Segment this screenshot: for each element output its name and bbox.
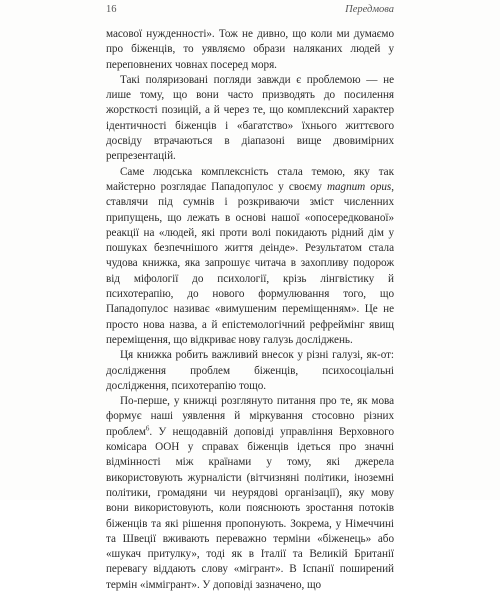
page-number: 16 [106, 4, 117, 15]
italic-phrase: magnum opus [326, 180, 392, 193]
paragraph-4: Ця книжка робить важливий внесок у різні галузі, як-от: дослідження проблем біженців, психосоціальні дослідження, психотерапію тощо. [106, 349, 394, 392]
paragraph-3-start: Саме людська комплексність стала темою, яку так майстерно розглядає Пападопулос у своєму [106, 165, 394, 193]
footnote-ref: 6 [145, 423, 150, 432]
paragraph-1: масової нужденності». Тож не дивно, що коли ми думаємо про біженців, то уявляємо образи наляканих людей у переповнених човнах посеред моря. [106, 28, 394, 71]
section-title: Передмова [345, 4, 394, 15]
paragraph-5 [106, 394, 394, 593]
paragraph-2: Такі поляризовані погляди завжди є проблемою — не лише тому, що вони часто призводять до посилення жорсткості позицій, а й через те, що комплексний характер ідентичності біженців і «багатство» їхнього життєвого досвіду втрачаються в діапазоні вище двовимірних репрезентацій. [106, 73, 394, 163]
paragraph-3 [106, 165, 394, 349]
body-text [106, 27, 394, 593]
paragraph-3-rest: , ставлячи під сумнів і розкриваючи зміст численних припущень, що лежать в основі нашої «опосередкованої» реакції на «людей, які проти волі покидають рідний дім у пошуках безпечнішого життя деінде». Результатом стала чудова книжка, яка запрошує читача в захопливу подорож від міфології до психології, крізь лінгвістику й психотерапію, до нового формулювання того, що Пападопулос називає «вимушеним переміщенням». Це не просто нова назва, а й епістемологічний рефреймінг явищ переміщення, що відкриває нову галузь досліджень. [106, 180, 394, 346]
paragraph-5-rest: . У нещодавній доповіді управління Верховного комісара ООН у справах біженців ідеться про значні відмінності між країнами у тому, які джерела використовують журналісти (вітчизняні політики, іноземні політики, громадяни чи неурядові організації), яку мову вони використовують, коли пояснюють зростання потоків біженців та які рішення пропонують. Зокрема, у Німеччині та Швеції вживають переважно терміни «біженець» або «шукач притулку», тоді як в Італії та Великій Британії перевагу віддають слову «мігрант». В Іспанії поширений термін «іммігрант». У доповіді зазначено, що [106, 425, 394, 591]
running-header [106, 4, 394, 20]
paragraph-5-start: По-перше, у книжці розглянуто питання про те, як мова формує наші уявлення й міркування стосовно різних проблем [106, 395, 394, 438]
